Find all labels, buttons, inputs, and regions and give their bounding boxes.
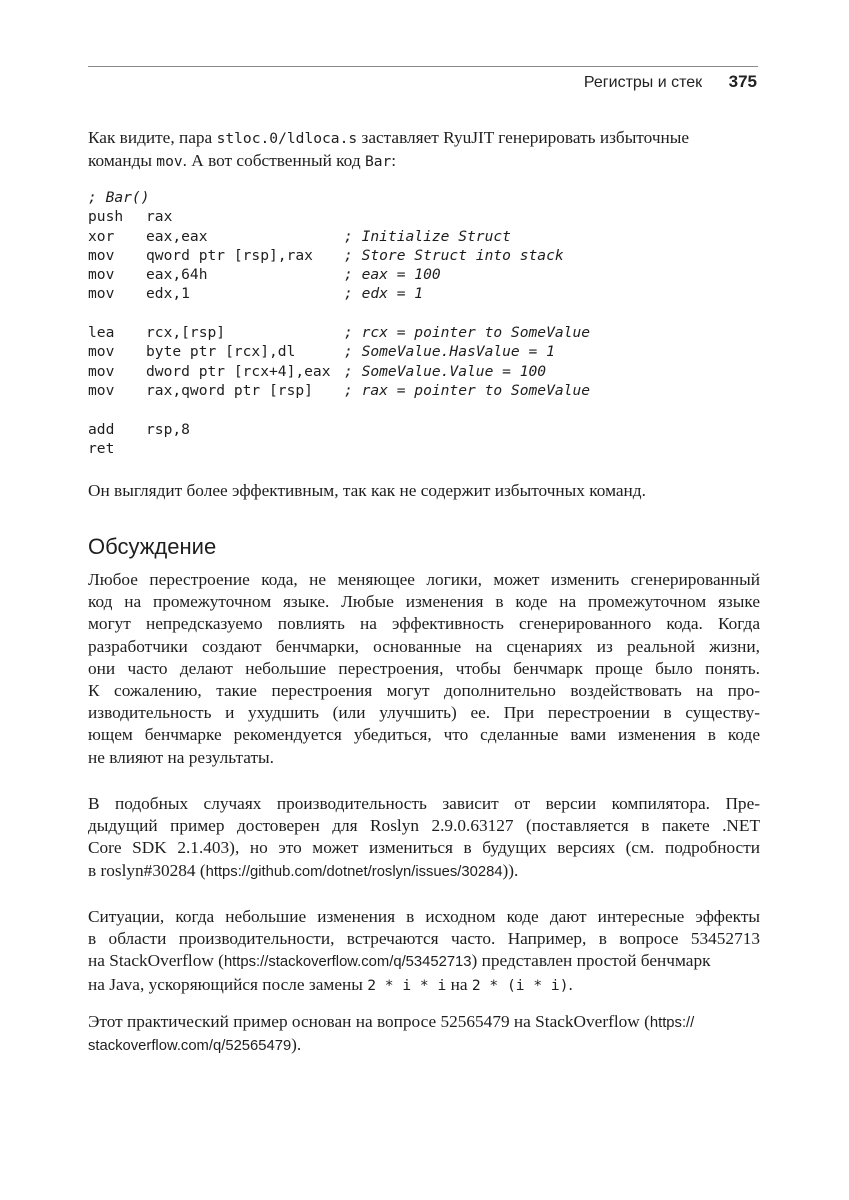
situations-text: на Java, ускоряющийся после замены: [88, 974, 363, 994]
code-line: [88, 342, 590, 361]
discussion-line: не влияют на результаты.: [88, 747, 274, 767]
situations-text-end: .: [568, 974, 573, 994]
practical-text: Этот практический пример основан на вопросе 52565479 на StackOverflow (: [88, 1012, 650, 1031]
discussion-line: К сожалению, такие перестроения могут дополнительно воздействовать на про-: [88, 681, 760, 701]
intro-text-4: . А вот собственный код: [182, 151, 361, 171]
inline-code-stloc: stloc.0: [216, 130, 279, 147]
assembly-listing: [88, 188, 590, 458]
code-line: [88, 246, 590, 265]
code-line: [88, 284, 590, 303]
compiler-line: Core SDK 2.1.403), но это может измениться в будущих версиях (см. подробности: [88, 838, 760, 858]
code-line: [88, 265, 590, 284]
practical-text-end: ).: [291, 1035, 302, 1055]
code-opcode: mov: [88, 246, 115, 264]
inline-code-mov: mov: [156, 153, 183, 171]
intro-paragraph: [88, 127, 760, 173]
situations-line: в области производительности, встречаются часто. Например, в вопросе 53452713: [88, 929, 760, 949]
code-opcode: mov: [88, 285, 115, 303]
situations-text: на StackOverflow (: [88, 951, 224, 971]
code-operands: eax,eax: [146, 227, 208, 245]
code-line: [88, 304, 590, 323]
stackoverflow-link-53452713[interactable]: https://stackoverflow.com/q/53452713: [223, 954, 472, 971]
discussion-line: Любое перестроение кода, не меняющее логики, может изменить сгенерированный: [88, 570, 760, 589]
header-rule: [88, 66, 758, 67]
intro-text-2: заставляет RyuJIT генерировать избыточные: [361, 128, 690, 147]
code-operands: rax: [146, 208, 173, 226]
compiler-line: дыдущий пример достоверен для Roslyn 2.9.0.63127 (поставляется в пакете .NET: [88, 816, 760, 836]
code-operands: rax,qword ptr [rsp]: [146, 381, 313, 399]
inline-code-expr-1: 2 * i * i: [367, 976, 447, 994]
after-code-text: Он выглядит более эффективным, так как не содержит избыточных команд.: [88, 481, 646, 500]
page-number: 375: [728, 72, 757, 91]
code-comment: ; Initialize Struct: [344, 227, 511, 245]
discussion-line: могут непредсказуемо повлиять на эффективность сгенерированного кода. Когда: [88, 614, 760, 634]
code-operands: byte ptr [rcx],dl: [146, 343, 296, 361]
running-header: [584, 72, 757, 92]
code-comment: ; SomeValue.Value = 100: [344, 362, 547, 380]
discussion-line: разработчики создают бенчмарки, основанные на сценариях из реальной жизни,: [88, 636, 760, 656]
roslyn-issue-link[interactable]: https://github.com/dotnet/roslyn/issues/30284: [205, 863, 503, 880]
code-opcode: mov: [88, 381, 115, 399]
code-opcode: add: [88, 420, 115, 438]
code-opcode: mov: [88, 362, 115, 380]
inline-code-ldloca: ldloca.s: [286, 130, 358, 147]
inline-code-bar: Bar: [364, 153, 392, 171]
code-comment: ; rcx = pointer to SomeValue: [344, 324, 591, 342]
code-line: [88, 323, 590, 342]
code-line: [88, 420, 590, 439]
compiler-text-end: )).: [502, 860, 519, 880]
discussion-line: изводительность и ухудшить (или улучшить) ее. При перестроении в существу-: [88, 703, 760, 723]
code-comment: ; Store Struct into stack: [344, 246, 564, 264]
after-code-paragraph: [88, 480, 760, 502]
code-comment: ; rax = pointer to SomeValue: [344, 381, 591, 399]
code-opcode: mov: [88, 343, 115, 361]
discussion-line: код на промежуточном языке. Любые изменения в коде на промежуточном языке: [88, 592, 760, 612]
code-operands: edx,1: [146, 285, 190, 303]
intro-text-3: команды: [88, 151, 152, 171]
code-operands: rsp,8: [146, 420, 190, 438]
discussion-paragraph: [88, 569, 760, 769]
code-comment: ; edx = 1: [344, 285, 424, 303]
inline-code-slash: /: [278, 130, 287, 147]
code-line: [88, 207, 590, 226]
code-opcode: xor: [88, 227, 115, 245]
code-title: ; Bar(): [88, 189, 150, 206]
code-operands: eax,64h: [146, 266, 208, 284]
stackoverflow-link-52565479-cont[interactable]: stackoverflow.com/q/52565479: [88, 1038, 292, 1055]
intro-text-1: Как видите, пара: [88, 128, 213, 147]
code-opcode: push: [88, 208, 124, 226]
code-comment: ; eax = 100: [344, 266, 441, 284]
intro-text-5: :: [391, 151, 397, 171]
situations-text: на: [450, 974, 468, 994]
compiler-line: В подобных случаях производительность зависит от версии компилятора. Пре-: [88, 794, 760, 813]
discussion-line: ющем бенчмарке рекомендуется убедиться, что сделанные вами изменения в коде: [88, 725, 760, 745]
code-opcode: ret: [88, 439, 115, 457]
code-operands: rcx,[rsp]: [146, 324, 226, 342]
chapter-title: Регистры и стек: [583, 74, 703, 91]
code-line: [88, 227, 590, 246]
compiler-text: в roslyn#30284 (: [88, 860, 206, 880]
code-rows: [88, 207, 590, 458]
code-operands: qword ptr [rsp],rax: [146, 246, 313, 264]
situations-paragraph: [88, 906, 760, 997]
stackoverflow-link-52565479[interactable]: https://: [649, 1015, 695, 1031]
code-line: [88, 439, 590, 458]
code-operands: dword ptr [rcx+4],eax: [146, 362, 331, 380]
code-opcode: lea: [88, 324, 115, 342]
situations-text: ) представлен простой бенчмарк: [471, 951, 711, 971]
code-line: [88, 362, 590, 381]
code-opcode: mov: [88, 266, 115, 284]
practical-paragraph: [88, 1011, 760, 1057]
discussion-line: они часто делают небольшие перестроения, чтобы бенчмарк проще было понять.: [88, 658, 760, 678]
code-line: [88, 381, 590, 400]
compiler-paragraph: [88, 793, 760, 883]
inline-code-expr-2: 2 * (i * i): [471, 976, 569, 994]
section-heading: Обсуждение: [88, 534, 217, 559]
code-comment: ; SomeValue.HasValue = 1: [344, 343, 555, 361]
situations-line: Ситуации, когда небольшие изменения в исходном коде дают интересные эффекты: [88, 907, 760, 926]
code-line: [88, 400, 590, 419]
